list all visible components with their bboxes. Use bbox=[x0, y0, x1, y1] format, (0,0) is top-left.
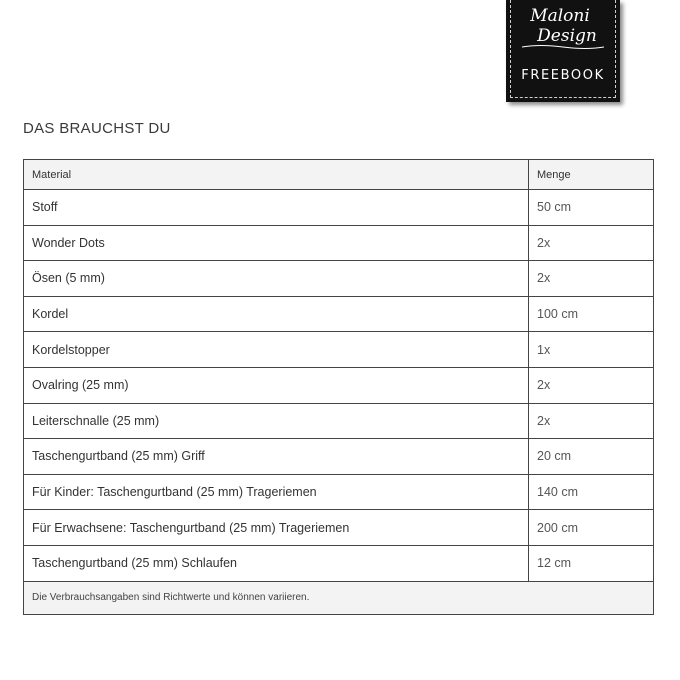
amount-cell: 1x bbox=[529, 332, 654, 368]
amount-cell: 2x bbox=[529, 367, 654, 403]
material-cell: Ösen (5 mm) bbox=[24, 261, 529, 297]
material-cell: Stoff bbox=[24, 190, 529, 226]
table-row bbox=[24, 510, 654, 546]
material-cell: Leiterschnalle (25 mm) bbox=[24, 403, 529, 439]
amount-cell: 2x bbox=[529, 403, 654, 439]
logo-script-line2: Design bbox=[537, 26, 597, 46]
material-cell: Ovalring (25 mm) bbox=[24, 367, 529, 403]
material-cell: Für Erwachsene: Taschengurtband (25 mm) Trageriemen bbox=[24, 510, 529, 546]
amount-cell: 12 cm bbox=[529, 545, 654, 581]
material-cell: Wonder Dots bbox=[24, 225, 529, 261]
section-title: DAS BRAUCHST DU bbox=[23, 120, 171, 137]
material-cell: Kordelstopper bbox=[24, 332, 529, 368]
material-cell: Für Kinder: Taschengurtband (25 mm) Trageriemen bbox=[24, 474, 529, 510]
table-row bbox=[24, 474, 654, 510]
amount-cell: 20 cm bbox=[529, 439, 654, 475]
table-row bbox=[24, 261, 654, 297]
header-material: Material bbox=[24, 160, 529, 190]
amount-cell: 50 cm bbox=[529, 190, 654, 226]
amount-cell: 200 cm bbox=[529, 510, 654, 546]
material-cell: Kordel bbox=[24, 296, 529, 332]
table-row bbox=[24, 367, 654, 403]
table-footnote: Die Verbrauchsangaben sind Richtwerte und können variieren. bbox=[24, 581, 654, 614]
table-row bbox=[24, 296, 654, 332]
amount-cell: 2x bbox=[529, 261, 654, 297]
logo-swash-icon bbox=[520, 44, 606, 50]
logo-script-line1: Maloni bbox=[530, 6, 590, 26]
amount-cell: 100 cm bbox=[529, 296, 654, 332]
table-footnote-row bbox=[24, 581, 654, 614]
amount-cell: 140 cm bbox=[529, 474, 654, 510]
brand-logo bbox=[506, 0, 620, 102]
table-row bbox=[24, 545, 654, 581]
logo-script-text bbox=[506, 6, 620, 46]
table-row bbox=[24, 403, 654, 439]
table-header-row bbox=[24, 160, 654, 190]
table-row bbox=[24, 332, 654, 368]
material-cell: Taschengurtband (25 mm) Schlaufen bbox=[24, 545, 529, 581]
logo-freebook-label: FREEBOOK bbox=[521, 68, 605, 83]
material-cell: Taschengurtband (25 mm) Griff bbox=[24, 439, 529, 475]
amount-cell: 2x bbox=[529, 225, 654, 261]
materials-table bbox=[23, 159, 654, 615]
table-row bbox=[24, 190, 654, 226]
header-amount: Menge bbox=[529, 160, 654, 190]
table-row bbox=[24, 225, 654, 261]
table-row bbox=[24, 439, 654, 475]
